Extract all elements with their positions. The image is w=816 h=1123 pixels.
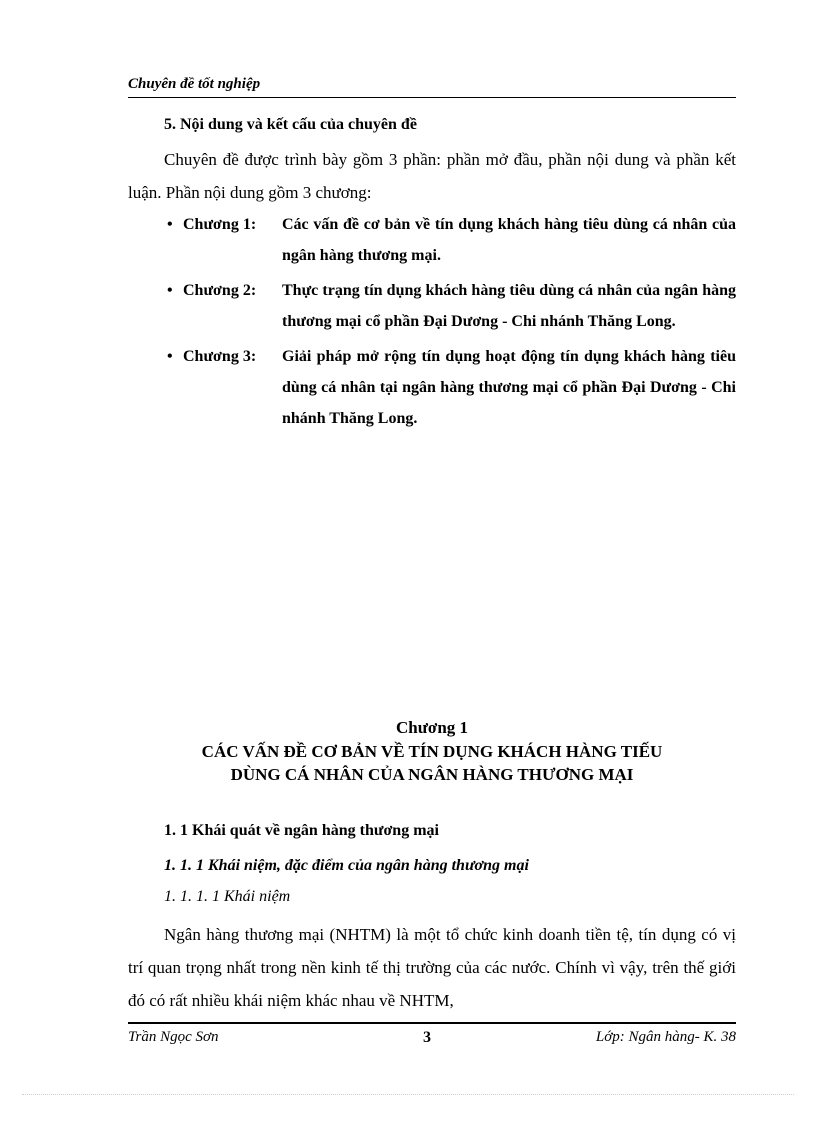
chapter-label: Chương 1: [183, 216, 257, 233]
list-item [164, 341, 736, 434]
footer-rule [128, 1022, 736, 1024]
page-number: 3 [423, 1029, 431, 1046]
running-header: Chuyên đề tốt nghiệp [128, 76, 261, 92]
subsection-heading-level-2: 1. 1 Khái quát về ngân hàng thương mại [164, 822, 439, 839]
footer-author: Trần Ngọc Sơn [128, 1029, 219, 1045]
body-paragraph: Ngân hàng thương mại (NHTM) là một tổ chức kinh doanh tiền tệ, tín dụng có vị trí quan trọng nhất trong nền kinh tế thị trường của các nước. Chính vì vậy, trên thế giới đó có rất nhiều khái niệm khác nhau về NHTM, [128, 925, 736, 1010]
bullet-icon: • [167, 216, 173, 233]
list-item [164, 209, 736, 271]
section-title: 5. Nội dung và kết cấu của chuyên đề [164, 116, 417, 133]
bullet-icon: • [167, 282, 173, 299]
chapter-title [128, 740, 736, 786]
list-item [164, 275, 736, 337]
chapter-label: Chương 2: [183, 282, 257, 299]
subsection-heading-level-3: 1. 1. 1 Khái niệm, đặc điểm của ngân hàng thương mại [164, 857, 529, 874]
chapter-list [164, 209, 736, 438]
section-intro-paragraph: Chuyên đề được trình bày gồm 3 phần: phần mở đầu, phần nội dung và phần kết luận. Phần nội dung gồm 3 chương: [128, 150, 736, 202]
footer-class: Lớp: Ngân hàng- K. 38 [595, 1029, 736, 1045]
subsection-heading-level-4: 1. 1. 1. 1 Khái niệm [164, 888, 291, 905]
chapter-description: Các vấn đề cơ bản về tín dụng khách hàng tiêu dùng cá nhân của ngân hàng thương mại. [282, 216, 736, 264]
chapter-number: Chương 1 [395, 718, 469, 737]
chapter-title-line-2: DÙNG CÁ NHÂN CỦA NGÂN HÀNG THƯƠNG MẠI [230, 765, 634, 784]
bullet-icon: • [167, 348, 173, 365]
header-rule [128, 97, 736, 98]
chapter-title-line-1: CÁC VẤN ĐỀ CƠ BẢN VỀ TÍN DỤNG KHÁCH HÀNG TIẾU [201, 742, 663, 761]
chapter-description: Thực trạng tín dụng khách hàng tiêu dùng cá nhân của ngân hàng thương mại cổ phần Đại Dương - Chi nhánh Thăng Long. [282, 282, 736, 330]
chapter-description: Giải pháp mở rộng tín dụng hoạt động tín dụng khách hàng tiêu dùng cá nhân tại ngân hàng thương mại cổ phần Đại Dương - Chi nhánh Thăng Long. [282, 348, 736, 427]
page-edge-divider [22, 1094, 794, 1095]
chapter-label: Chương 3: [183, 348, 257, 365]
